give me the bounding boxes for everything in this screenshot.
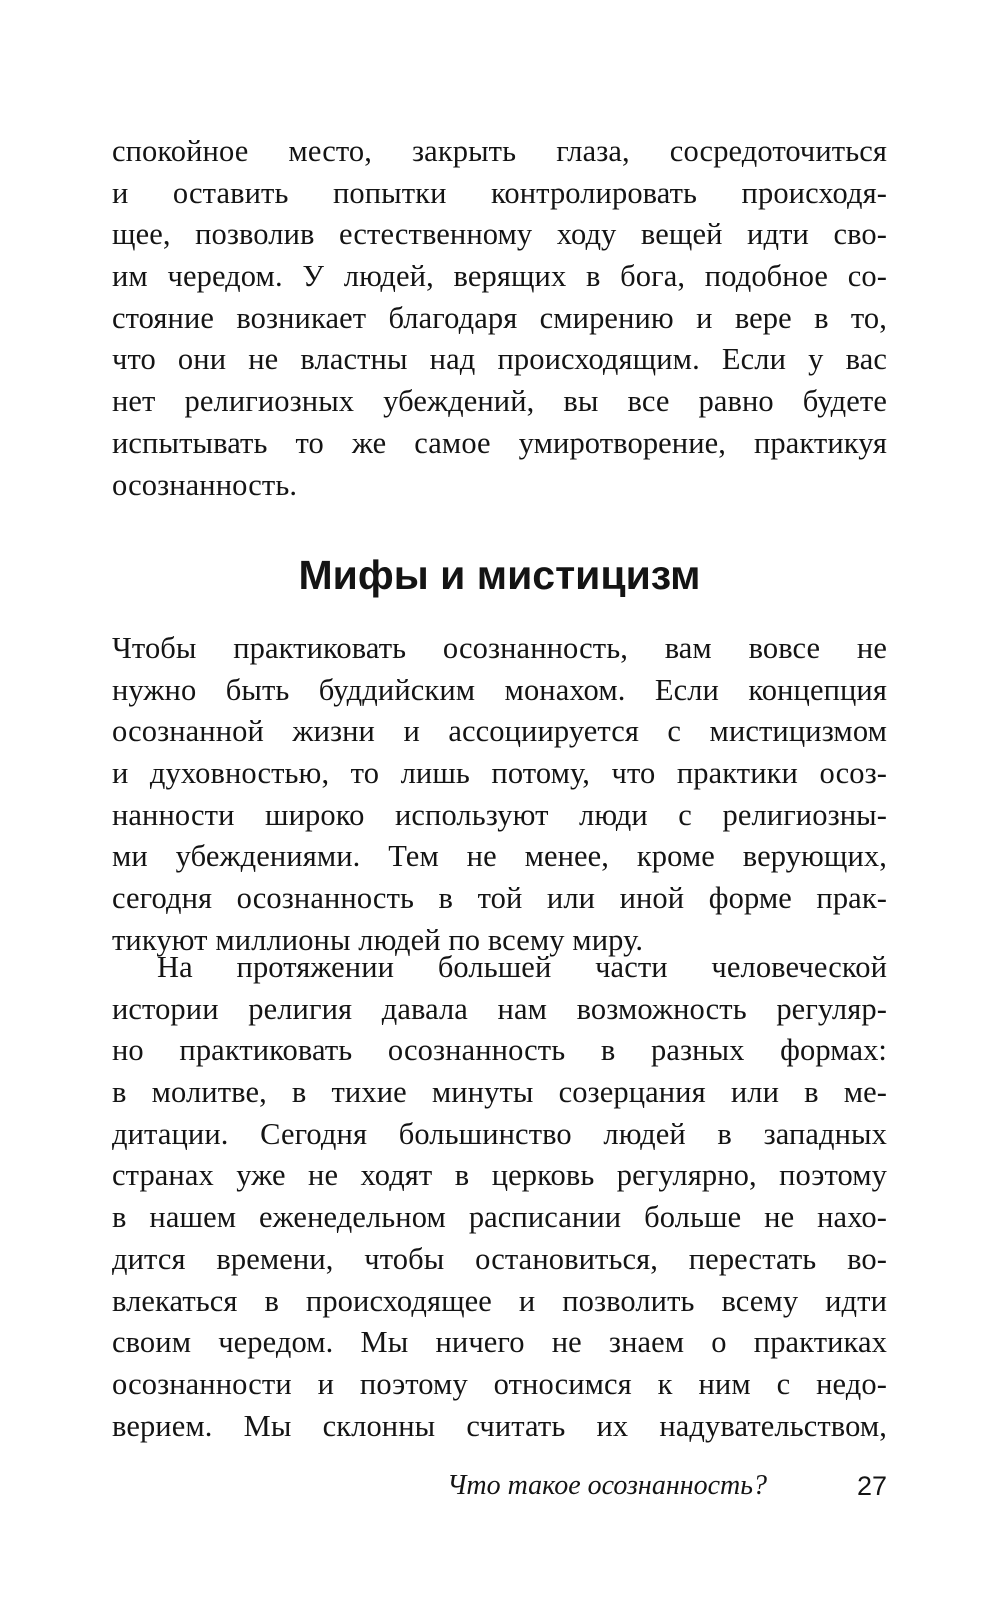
text-line: дитации. Сегодня большинство людей в западных — [112, 1116, 887, 1151]
running-title: Что такое осознанность? — [447, 1470, 767, 1501]
running-footer — [112, 1466, 887, 1506]
text-line: Чтобы практиковать осознанность, вам вовсе не — [112, 631, 887, 665]
text-line: дится времени, чтобы остановиться, перестать во- — [112, 1241, 887, 1276]
text-line: верием. Мы склонны считать их надувательством, — [112, 1408, 887, 1443]
text-line: тикуют миллионы людей по всему миру. — [112, 922, 644, 957]
text-line: своим чередом. Мы ничего не знаем о практиках — [112, 1325, 887, 1360]
text-line: и оставить попытки контролировать происходя- — [112, 175, 887, 210]
text-line: в нашем еженедельном расписании больше не нахо- — [112, 1200, 887, 1235]
paragraph-continuation — [112, 131, 887, 506]
section-heading: Мифы и мистицизм — [298, 552, 701, 598]
text-line: сегодня осознанность в той или иной форме прак- — [112, 881, 887, 916]
text-line: ми убеждениями. Тем не менее, кроме верующих, — [112, 839, 887, 874]
text-line: им чередом. У людей, верящих в бога, подобное со- — [112, 259, 887, 294]
paragraph-history — [112, 947, 887, 1447]
text-line: На протяжении большей части человеческой — [157, 950, 887, 984]
paragraph-myths — [112, 628, 887, 962]
page-number: 27 — [856, 1471, 887, 1501]
text-line: в молитве, в тихие минуты созерцания или в ме- — [112, 1075, 887, 1110]
text-line: нужно быть буддийским монахом. Если концепция — [112, 672, 887, 707]
text-line: стояние возникает благодаря смирению и вере в то, — [112, 300, 887, 335]
text-line: спокойное место, закрыть глаза, сосредоточиться — [112, 134, 887, 168]
text-line: осознанности и поэтому относимся к ним с недо- — [112, 1366, 887, 1401]
text-line: нет религиозных убеждений, вы все равно будете — [112, 384, 887, 419]
text-line: осознанной жизни и ассоциируется с мистицизмом — [112, 714, 887, 749]
text-line: щее, позволив естественному ходу вещей идти сво- — [112, 217, 887, 252]
text-line: что они не властны над происходящим. Если у вас — [112, 342, 887, 377]
text-line: но практиковать осознанность в разных формах: — [112, 1033, 887, 1068]
text-line: осознанность. — [112, 467, 298, 502]
text-line: влекаться в происходящее и позволить всему идти — [112, 1283, 887, 1318]
text-line: странах уже не ходят в церковь регулярно, поэтому — [112, 1158, 887, 1193]
text-line: истории религия давала нам возможность регуляр- — [112, 991, 887, 1026]
text-line: и духовностью, то лишь потому, что практики осоз- — [112, 756, 887, 791]
text-line: нанности широко используют люди с религиозны- — [112, 797, 887, 832]
text-line: испытывать то же самое умиротворение, практикуя — [112, 425, 887, 460]
